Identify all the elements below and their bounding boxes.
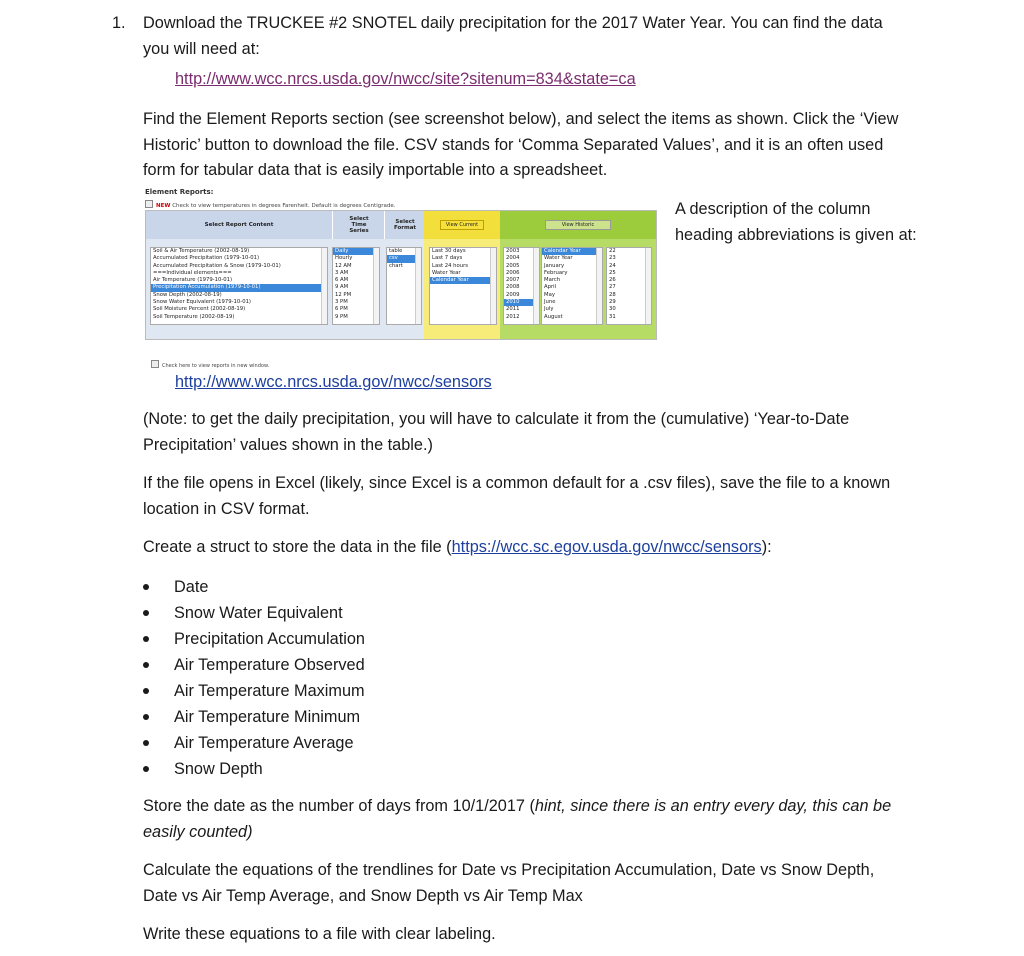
list-item[interactable]: 26 xyxy=(609,277,616,284)
list-item[interactable]: 9 AM xyxy=(335,284,349,291)
list-item[interactable]: Water Year xyxy=(544,255,573,262)
fahrenheit-text: Check to view temperatures in degrees Farenheit. Default is degrees Centigrade. xyxy=(172,203,396,209)
paragraph-download: Download the TRUCKEE #2 SNOTEL daily precipitation for the 2017 Water Year. You can find the data you will need at: xyxy=(143,14,883,58)
bullet-icon xyxy=(143,584,149,590)
list-item[interactable]: Snow Water Equivalent (1979-10-01) xyxy=(153,299,251,306)
header-view-historic xyxy=(500,211,656,239)
format-list[interactable] xyxy=(386,247,422,325)
list-item[interactable]: Soil Temperature (2002-08-19) xyxy=(153,313,235,320)
list-item[interactable]: 25 xyxy=(609,269,616,276)
report-content-list[interactable] xyxy=(150,247,328,325)
list-item[interactable]: July xyxy=(544,306,554,313)
list-item[interactable]: 2011 xyxy=(506,306,520,313)
list-item[interactable]: 2007 xyxy=(506,277,520,284)
header-time-series: Select Time Series xyxy=(332,211,385,239)
sensors-link[interactable]: http://www.wcc.nrcs.usda.gov/nwcc/sensors xyxy=(175,373,492,391)
day-list[interactable] xyxy=(606,247,652,325)
list-item[interactable]: Air Temperature (1979-10-01) xyxy=(153,277,233,284)
list-item[interactable]: chart xyxy=(389,262,403,269)
list-item[interactable]: 24 xyxy=(609,262,616,269)
scrollbar[interactable] xyxy=(415,248,421,324)
list-item[interactable]: Last 30 days xyxy=(432,248,466,254)
list-item[interactable]: 2012 xyxy=(506,313,520,320)
header-view-current xyxy=(424,211,500,239)
list-item[interactable]: 9 PM xyxy=(335,313,348,320)
paragraph-write-file: Write these equations to a file with clear labeling. xyxy=(143,925,496,943)
list-item[interactable]: 23 xyxy=(609,255,616,262)
header-format: Select Format xyxy=(384,211,425,239)
list-item[interactable]: 2004 xyxy=(506,255,520,262)
list-item[interactable]: 3 AM xyxy=(335,269,349,276)
new-window-text: Check here to view reports in new window. xyxy=(162,363,270,369)
bullet-icon xyxy=(143,740,149,746)
new-label: NEW xyxy=(156,203,171,209)
year-list[interactable] xyxy=(503,247,540,325)
bullet-icon xyxy=(143,636,149,642)
list-item[interactable]: Last 24 hours xyxy=(432,262,469,269)
list-item[interactable]: 29 xyxy=(609,299,616,306)
period-list[interactable] xyxy=(541,247,603,325)
list-item: Precipitation Accumulation xyxy=(143,626,365,652)
view-current-button[interactable]: View Current xyxy=(440,220,484,230)
list-item[interactable]: Soil Moisture Percent (2002-08-19) xyxy=(153,306,246,313)
date-storage-text: Store the date as the number of days from 10/1/2017 ( xyxy=(143,797,535,815)
list-item: Snow Depth xyxy=(143,756,365,782)
bullet-icon xyxy=(143,714,149,720)
list-item: Air Temperature Minimum xyxy=(143,704,365,730)
list-item[interactable]: May xyxy=(544,291,555,298)
list-item-selected[interactable]: csv xyxy=(387,255,421,262)
list-item[interactable]: Accumulated Precipitation & Snow (1979-10-01) xyxy=(153,262,281,269)
fahrenheit-option xyxy=(145,200,395,209)
list-item[interactable]: 22 xyxy=(609,248,616,254)
site-link[interactable]: http://www.wcc.nrcs.usda.gov/nwcc/site?sitenum=834&state=ca xyxy=(175,70,636,88)
list-item: Date xyxy=(143,574,365,600)
header-report-content: Select Report Content xyxy=(146,211,332,239)
list-item[interactable]: 3 PM xyxy=(335,299,348,306)
list-item[interactable]: 27 xyxy=(609,284,616,291)
paragraph-note: (Note: to get the daily precipitation, you will have to calculate it from the (cumulative) ‘Year-to-Date Precipitation’ values shown in the table.) xyxy=(143,410,850,454)
list-item[interactable]: table xyxy=(389,248,403,254)
fahrenheit-checkbox[interactable] xyxy=(145,200,153,208)
scrollbar[interactable] xyxy=(321,248,327,324)
list-item[interactable]: August xyxy=(544,313,563,320)
scrollbar[interactable] xyxy=(533,248,539,324)
scrollbar[interactable] xyxy=(596,248,602,324)
bullet-icon xyxy=(143,766,149,772)
list-item[interactable]: ===Individual elements=== xyxy=(153,269,232,276)
list-item[interactable]: 12 AM xyxy=(335,262,352,269)
list-item-selected[interactable]: Precipitation Accumulation (1979-10-01) xyxy=(151,284,327,291)
struct-link[interactable]: https://wcc.sc.egov.usda.gov/nwcc/sensors xyxy=(451,538,762,556)
scrollbar[interactable] xyxy=(373,248,379,324)
report-selection-table xyxy=(145,210,657,340)
element-reports-screenshot xyxy=(143,188,658,374)
paragraph-struct xyxy=(143,535,923,561)
list-item[interactable]: Water Year xyxy=(432,269,461,276)
list-item[interactable]: June xyxy=(544,299,556,306)
bullet-icon xyxy=(143,662,149,668)
struct-text-suffix: ): xyxy=(761,538,772,556)
sensors-link-paragraph xyxy=(175,370,492,396)
list-item[interactable]: 28 xyxy=(609,291,616,298)
list-item[interactable]: 2006 xyxy=(506,269,520,276)
list-item[interactable]: 2008 xyxy=(506,284,520,291)
list-item: Air Temperature Observed xyxy=(143,652,365,678)
list-item: Air Temperature Maximum xyxy=(143,678,365,704)
list-item-selected[interactable]: Calendar Year xyxy=(430,277,496,284)
list-item: Snow Water Equivalent xyxy=(143,600,365,626)
list-item[interactable]: March xyxy=(544,277,561,284)
bullet-icon xyxy=(143,688,149,694)
list-item[interactable]: 6 PM xyxy=(335,306,348,313)
paragraph-date-storage xyxy=(143,794,913,845)
list-item[interactable]: Snow Depth (2002-08-19) xyxy=(153,291,222,298)
list-item[interactable]: 30 xyxy=(609,306,616,313)
list-item[interactable]: 2003 xyxy=(506,248,520,254)
paragraph-trendlines: Calculate the equations of the trendlines for Date vs Precipitation Accumulation, Date vs Snow Depth, Date vs Air Temp Average, and Snow Depth vs Air Temp Max xyxy=(143,861,875,905)
new-window-checkbox[interactable] xyxy=(151,360,159,368)
column-description-note: A description of the column heading abbreviations is given at: xyxy=(675,200,917,244)
new-window-option xyxy=(151,360,269,369)
list-item[interactable]: Accumulated Precipitation (1979-10-01) xyxy=(153,255,260,262)
list-item-selected[interactable]: 2010 xyxy=(504,299,539,306)
struct-fields-list xyxy=(143,574,365,782)
list-item-selected[interactable]: Calendar Year xyxy=(542,248,602,255)
view-historic-button[interactable]: View Historic xyxy=(545,220,611,230)
time-series-list[interactable] xyxy=(332,247,380,325)
paragraph-element-reports: Find the Element Reports section (see screenshot below), and select the items as shown. Click the ‘View Historic’ button to download the file. CSV stands for ‘Comma Separated Values’, and it is an often used form for tabular data that is easily importable into a spreadsheet. xyxy=(143,110,899,179)
list-item[interactable]: 6 AM xyxy=(335,277,349,284)
list-item[interactable]: January xyxy=(544,262,565,269)
list-item-selected[interactable]: Daily xyxy=(333,248,379,255)
scrollbar[interactable] xyxy=(645,248,651,324)
list-item[interactable]: April xyxy=(544,284,557,291)
list-item[interactable]: 31 xyxy=(609,313,616,320)
site-link-paragraph xyxy=(175,67,636,93)
current-period-list[interactable] xyxy=(429,247,497,325)
date-storage-hint: hint, since there is an entry every day, this can be easily counted) xyxy=(143,797,892,841)
element-reports-title: Element Reports: xyxy=(145,188,214,196)
list-item[interactable]: Last 7 days xyxy=(432,255,463,262)
list-item[interactable]: Soil & Air Temperature (2002-08-19) xyxy=(153,248,250,254)
list-item: Air Temperature Average xyxy=(143,730,365,756)
scrollbar[interactable] xyxy=(490,248,496,324)
list-item[interactable]: Hourly xyxy=(335,255,353,262)
list-number: 1. xyxy=(112,14,126,32)
list-item[interactable]: February xyxy=(544,269,568,276)
struct-text-prefix: Create a struct to store the data in the file ( xyxy=(143,538,452,556)
paragraph-excel: If the file opens in Excel (likely, since Excel is a common default for a .csv files), save the file to a known location in CSV format. xyxy=(143,474,891,518)
list-item[interactable]: 2009 xyxy=(506,291,520,298)
list-item[interactable]: 12 PM xyxy=(335,291,352,298)
list-item[interactable]: 2005 xyxy=(506,262,520,269)
bullet-icon xyxy=(143,610,149,616)
